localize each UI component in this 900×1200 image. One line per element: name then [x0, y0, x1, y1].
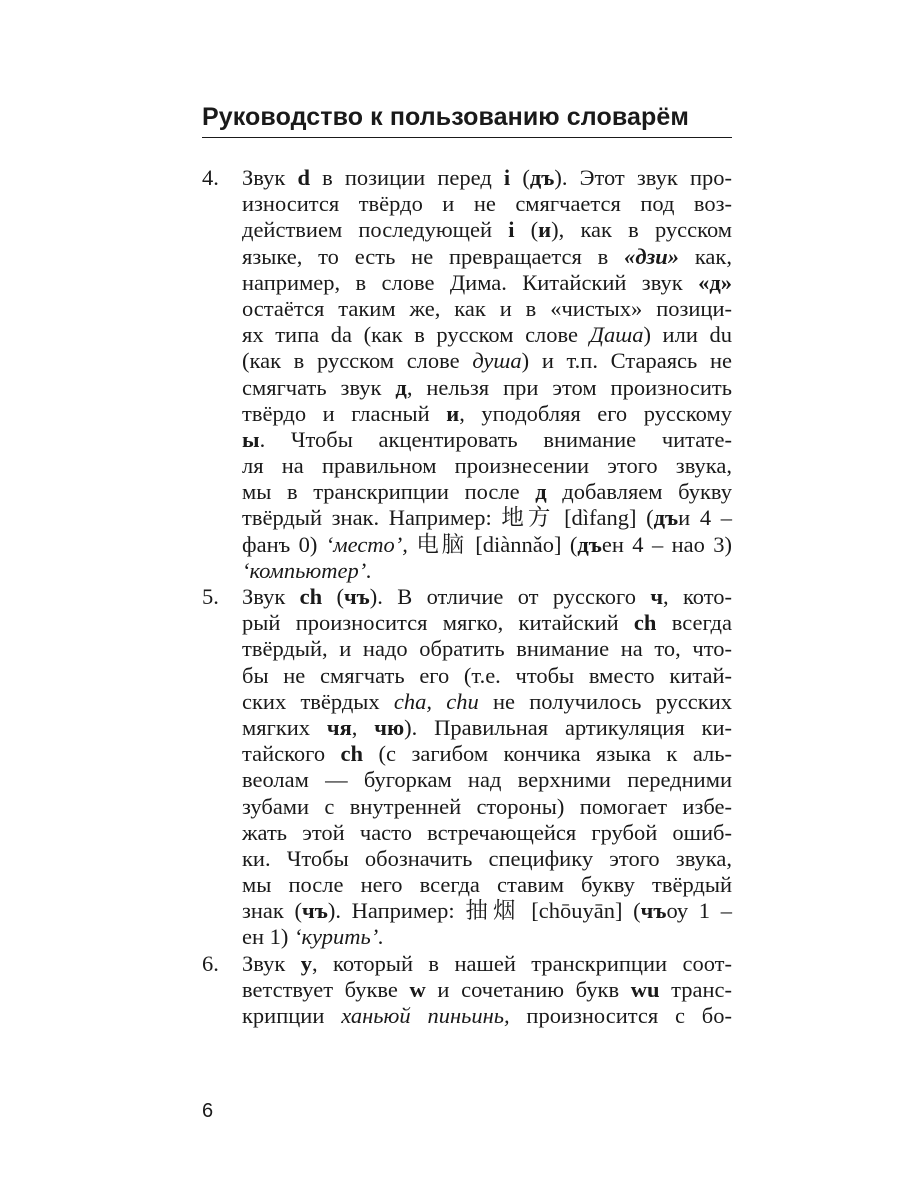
header-rule: [202, 137, 732, 138]
text-line: твёрдый, и надо обратить внимание на то, что-: [242, 636, 732, 662]
text-line: ветствует букве w и сочетанию букв wu транс-: [242, 976, 732, 1002]
list-item: [202, 584, 732, 951]
text-line: тайского ch (с загибом кончика языка к аль-: [242, 741, 732, 767]
body-text: [202, 165, 732, 1029]
text-line: рый произносится мягко, китайский ch всегда: [242, 610, 732, 636]
text-line: ‘компьютер’.: [242, 557, 372, 583]
text-line: ки. Чтобы обозначить специфику этого звука,: [242, 845, 732, 871]
text-line: смягчать звук д, нельзя при этом произносить: [242, 374, 732, 400]
list-item-number: 4.: [202, 165, 219, 190]
text-line: языке, то есть не превращается в «дзи» как,: [242, 243, 732, 269]
text-line: Звук у, который в нашей транскрипции соот-: [242, 950, 733, 976]
list-item-number: 5.: [202, 584, 219, 609]
text-line: ских твёрдых cha, chu не получилось русских: [242, 688, 733, 714]
text-line: твёрдый знак. Например: 地方 [dìfang] (дъи 4 –: [242, 505, 732, 531]
text-line: ен 1) ‘курить’.: [242, 924, 384, 950]
text-line: крипции ханьюй пиньинь, произносится с бо-: [242, 1003, 732, 1028]
text-line: (как в русском слове душа) и т.п. Стараясь не: [242, 348, 732, 374]
text-line: знак (чъ). Например: 抽烟 [chōuyān] (чъоу 1 –: [242, 898, 732, 924]
text-line: ы. Чтобы акцентировать внимание читате-: [242, 426, 732, 452]
running-header: Руководство к пользованию словарём: [202, 103, 689, 131]
page-number: 6: [202, 1100, 214, 1122]
text-line: износится твёрдо и не смягчается под воз-: [242, 191, 732, 217]
text-line: Звук d в позиции перед i (дъ). Этот звук про-: [242, 165, 732, 190]
text-line: ля на правильном произнесении этого звука,: [242, 453, 732, 479]
text-line: твёрдо и гласный и, уподобляя его русскому: [242, 400, 732, 426]
text-line: фанъ 0) ‘место’, 电脑 [diànnǎo] (дъен 4 – нао 3): [242, 531, 733, 557]
text-line: Звук ch (чъ). В отличие от русского ч, кото-: [242, 584, 732, 609]
list-item: [202, 165, 732, 584]
text-line: например, в слове Дима. Китайский звук «д»: [242, 269, 732, 295]
text-line: бы не смягчать его (т.е. чтобы вместо китай-: [242, 662, 732, 688]
text-line: мы после него всегда ставим букву твёрдый: [242, 872, 732, 898]
text-line: веолам — бугоркам над верхними передними: [242, 767, 732, 793]
text-line: мы в транскрипции после д добавляем букву: [242, 479, 733, 505]
text-line: зубами с внутренней стороны) помогает избе-: [242, 793, 732, 819]
list-item: [202, 951, 732, 1030]
text-line: жать этой часто встречающейся грубой ошиб-: [242, 819, 732, 845]
text-line: действием последующей i (и), как в русском: [242, 217, 733, 243]
list-item-number: 6.: [202, 950, 219, 976]
text-line: остаётся таким же, как и в «чистых» позици-: [242, 295, 732, 321]
text-line: мягких чя, чю). Правильная артикуляция ки-: [242, 714, 733, 740]
text-line: ях типа da (как в русском слове Даша) или du: [242, 322, 732, 348]
